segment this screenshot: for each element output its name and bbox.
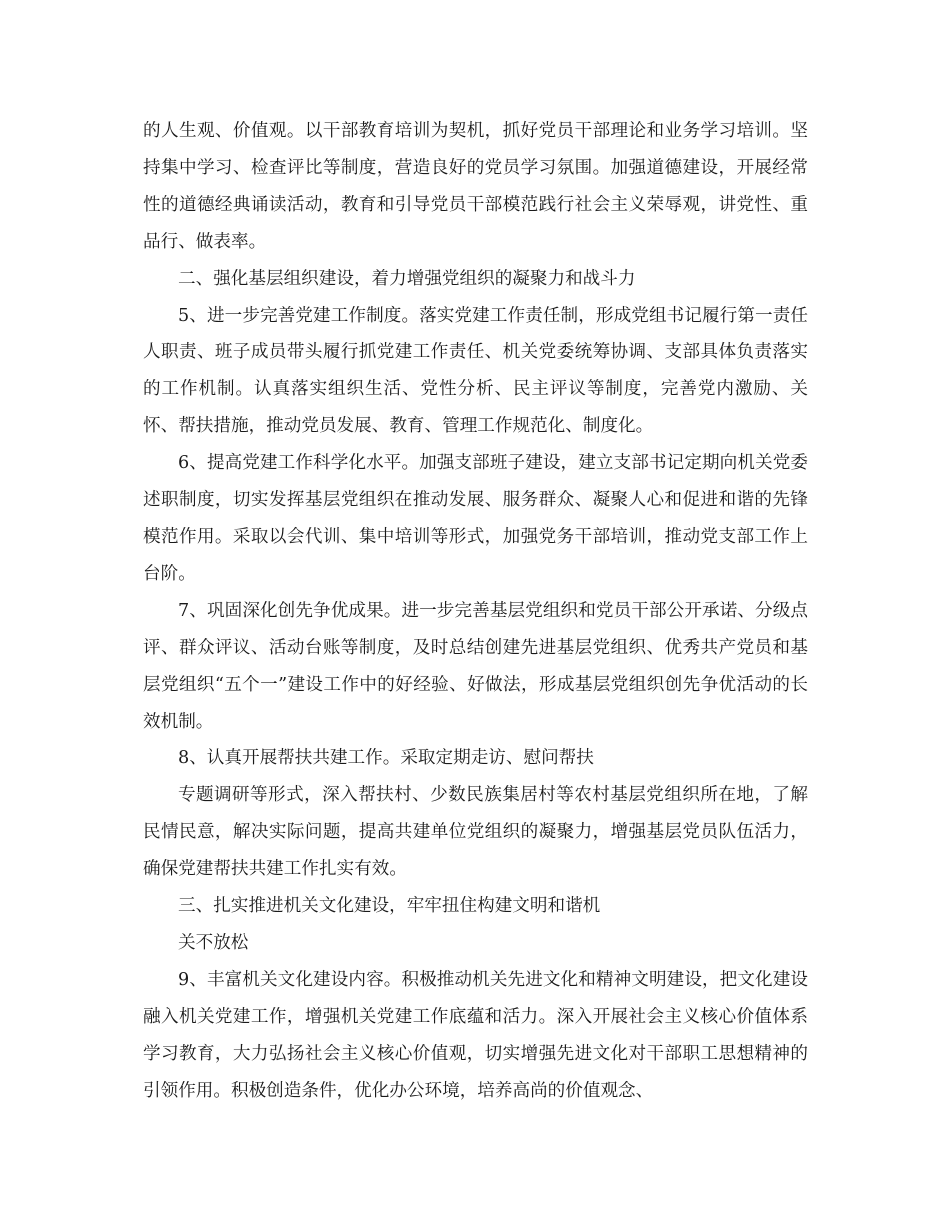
- paragraph-item-9: 9、丰富机关文化建设内容。积极推动机关先进文化和精神文明建设，把文化建设融入机关党建工作，增强机关党建工作底蕴和活力。深入开展社会主义核心价值体系学习教育，大力弘扬社会主义核心价值观，切实增强先进文化对干部职工思想精神的引领作用。积极创造条件，优化办公环境，培养高尚的价值观念、: [143, 969, 808, 1101]
- paragraph-item-8: 8、认真开展帮扶共建工作。采取定期走访、慰问帮扶: [178, 748, 594, 769]
- paragraph-item-6: 6、提高党建工作科学化水平。加强支部班子建设，建立支部书记定期向机关党委述职制度，切实发挥基层党组织在推动发展、服务群众、凝聚人心和促进和谐的先锋模范作用。采取以会代训、集中培训等形式，加强党务干部培训，推动党支部工作上台阶。: [143, 453, 808, 584]
- paragraph-continuation: 的人生观、价值观。以干部教育培训为契机，抓好党员干部理论和业务学习培训。坚持集中学习、检查评比等制度，营造良好的党员学习氛围。加强道德建设，开展经常性的道德经典诵读活动，教育和引导党员干部模范践行社会主义荣辱观，讲党性、重品行、做表率。: [143, 121, 808, 252]
- paragraph-item-5: 5、进一步完善党建工作制度。落实党建工作责任制，形成党组书记履行第一责任人职责、班子成员带头履行抓党建工作责任、机关党委统筹协调、支部具体负责落实的工作机制。认真落实组织生活、党性分析、民主评议等制度，完善党内激励、关怀、帮扶措施，推动党员发展、教育、管理工作规范化、制度化。: [143, 305, 808, 437]
- section-heading-3: 三、扎实推进机关文化建设，牢牢扭住构建文明和谐机: [178, 896, 601, 917]
- document-body: [143, 113, 808, 1109]
- section-heading-3-continued: 关不放松: [178, 932, 249, 953]
- paragraph-item-7: 7、巩固深化创先争优成果。进一步完善基层党组织和党员干部公开承诺、分级点评、群众评议、活动台账等制度，及时总结创建先进基层党组织、优秀共产党员和基层党组织“五个一”建设工作中的好经验、好做法，形成基层党组织创先争优活动的长效机制。: [143, 600, 808, 732]
- paragraph-item-8-continued: 专题调研等形式，深入帮扶村、少数民族集居村等农村基层党组织所在地，了解民情民意，解决实际问题，提高共建单位党组织的凝聚力，增强基层党员队伍活力，确保党建帮扶共建工作扎实有效。: [143, 785, 808, 880]
- section-heading-2: 二、强化基层组织建设，着力增强党组织的凝聚力和战斗力: [178, 268, 636, 289]
